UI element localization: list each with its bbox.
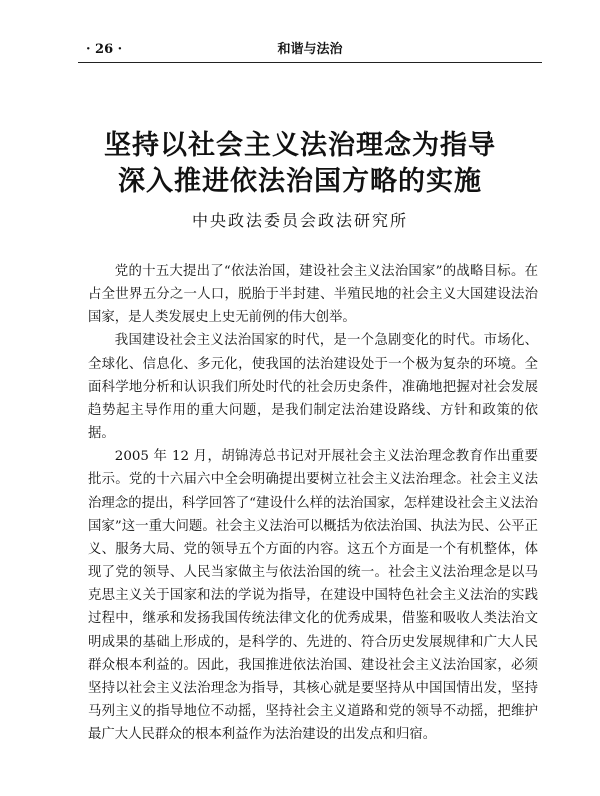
journal-name: 和谐与法治 <box>277 42 343 57</box>
article-title-line-1: 坚持以社会主义法治理念为指导 <box>104 130 496 161</box>
article-author: 中央政法委员会政法研究所 <box>191 211 408 230</box>
paragraph: 党的十五大提出了“依法治国，建设社会主义法治国家”的战略目标。在占全世界五分之一人口，脱胎于半封建、半殖民地的社会主义大国建设法治国家，是人类发展史上史无前例的伟大创举。 <box>88 264 538 326</box>
header-divider <box>78 62 542 63</box>
running-header <box>78 41 542 59</box>
paragraph: 我国建设社会主义法治国家的时代，是一个急剧变化的时代。市场化、全球化、信息化、多元化，使我国的法治建设处于一个极为复杂的环境。全面科学地分析和认识我们所处时代的社会历史条件，准确地把握对社会发展趋势起主导作用的重大问题，是我们制定法治建设路线、方针和政策的依据。 <box>88 333 538 442</box>
page-number: · 26 · <box>86 42 123 57</box>
article-title-line-2: 深入推进依法治国方略的实施 <box>118 166 482 197</box>
article-body <box>88 260 538 746</box>
paragraph: 2005 年 12 月，胡锦涛总书记对开展社会主义法治理念教育作出重要批示。党的十六届六中全会明确提出要树立社会主义法治理念。社会主义法治理念的提出，科学回答了“建设什么样的法治国家，怎样建设社会主义法治国家”这一重大问题。社会主义法治可以概括为依法治国、执法为民、公平正义、服务大局、党的领导五个方面的内容。这五个方面是一个有机整体，体现了党的领导、人民当家做主与依法治国的统一。社会主义法治理念是以马克思主义关于国家和法的学说为指导，在建设中国特色社会主义法治的实践过程中，继承和发扬我国传统法律文化的优秀成果，借鉴和吸收人类法治文明成果的基础上形成的，是科学的、先进的、符合历史发展规律和广大人民群众根本利益的。因此，我国推进依法治国、建设社会主义法治国家，必须坚持以社会主义法治理念为指导，其核心就是要坚持从中国国情出发，坚持马列主义的指导地位不动摇，坚持社会主义道路和党的领导不动摇，把维护最广大人民群众的根本利益作为法治建设的出发点和归宿。 <box>88 449 538 743</box>
